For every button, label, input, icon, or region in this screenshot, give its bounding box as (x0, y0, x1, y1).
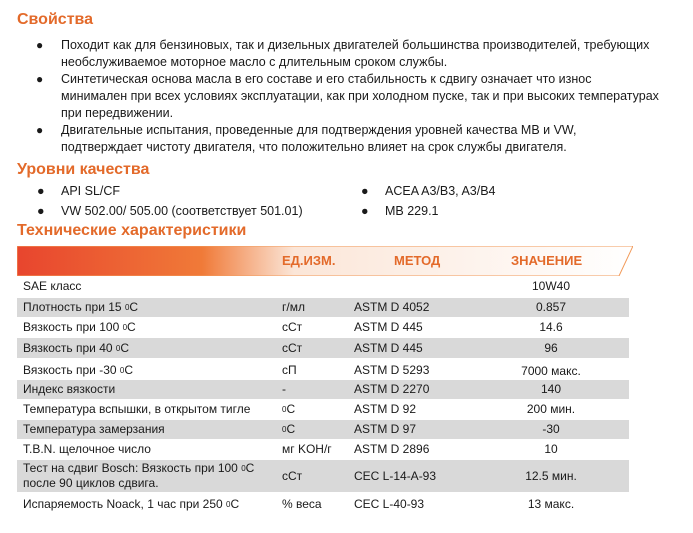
bullet-icon: ● (36, 123, 44, 137)
bullet-icon: ● (37, 184, 45, 198)
list-item: ● Походит как для бензиновых, так и дизельных двигателей большинства производителей, требующих необслуживаемое моторное масло с длительным сроком службы. (36, 38, 650, 69)
bullet-icon: ● (37, 204, 45, 218)
properties-list (0, 37, 661, 156)
header-method: МЕТОД (394, 253, 441, 268)
bullet-icon: ● (361, 204, 369, 218)
properties-heading: Свойства (17, 11, 94, 28)
table-row: Температура замерзания $^0$C ASTM D 97 -30 (17, 420, 629, 439)
bullet-icon: ● (361, 184, 369, 198)
quality-item: ● VW 502.00/ 505.00 (соответствует 501.01) (37, 204, 303, 218)
header-value: ЗНАЧЕНИЕ (511, 253, 583, 268)
table-row: Вязкость при 40 $^0$C сСт ASTM D 445 96 (17, 338, 629, 358)
tech-heading: Технические характеристики (17, 222, 247, 239)
quality-heading: Уровни качества (17, 161, 150, 178)
list-item: ● Двигательные испытания, проведенные для подтверждения уровней качества MB и VW, подтверждает чистоту двигателя, что положительно влияет на срок службы двигателя. (36, 123, 577, 154)
bullet-icon: ● (36, 72, 44, 86)
table-row: Тест на сдвиг Bosch: Вязкость при 100 $^0$C после 90 циклов сдвига. сСт CEC L-14-A-93 12.5 мин. (17, 460, 629, 492)
table-row: SAE класс 10W40 (23, 279, 571, 293)
quality-item: ● API SL/CF (37, 184, 121, 198)
table-row: Индекс вязкости - ASTM D 2270 140 (17, 380, 629, 399)
bullet-icon: ● (36, 38, 44, 52)
header-unit: ЕД.ИЗМ. (282, 253, 336, 268)
table-row: Испаряемость Noack, 1 час при 250 $^0$C % веса CEC L-40-93 13 макс. (23, 497, 575, 511)
table-row: Вязкость при 100 $^0$C сСт ASTM D 445 14.6 (23, 320, 563, 334)
table-header (17, 246, 633, 276)
quality-item: ● MB 229.1 (361, 204, 439, 218)
table-row: Вязкость при -30 $^0$C сП ASTM D 5293 7000 макс. (23, 363, 581, 378)
quality-item: ● ACEA A3/B3, A3/B4 (361, 184, 496, 198)
list-item: ● Синтетическая основа масла в его составе и его стабильность к сдвигу означает что износ минимален при всех условиях эксплуатации, как при холодном пуске, так и при высоких температурах при передвижении. (36, 72, 659, 120)
table-row: Температура вспышки, в открытом тигле $^0$C ASTM D 92 200 мин. (23, 402, 576, 416)
table-row: T.B.N. щелочное число мг KOH/г ASTM D 2896 10 (23, 442, 558, 456)
table-row: Плотность при 15 $^0$C г/мл ASTM D 4052 0.857 (17, 298, 629, 317)
